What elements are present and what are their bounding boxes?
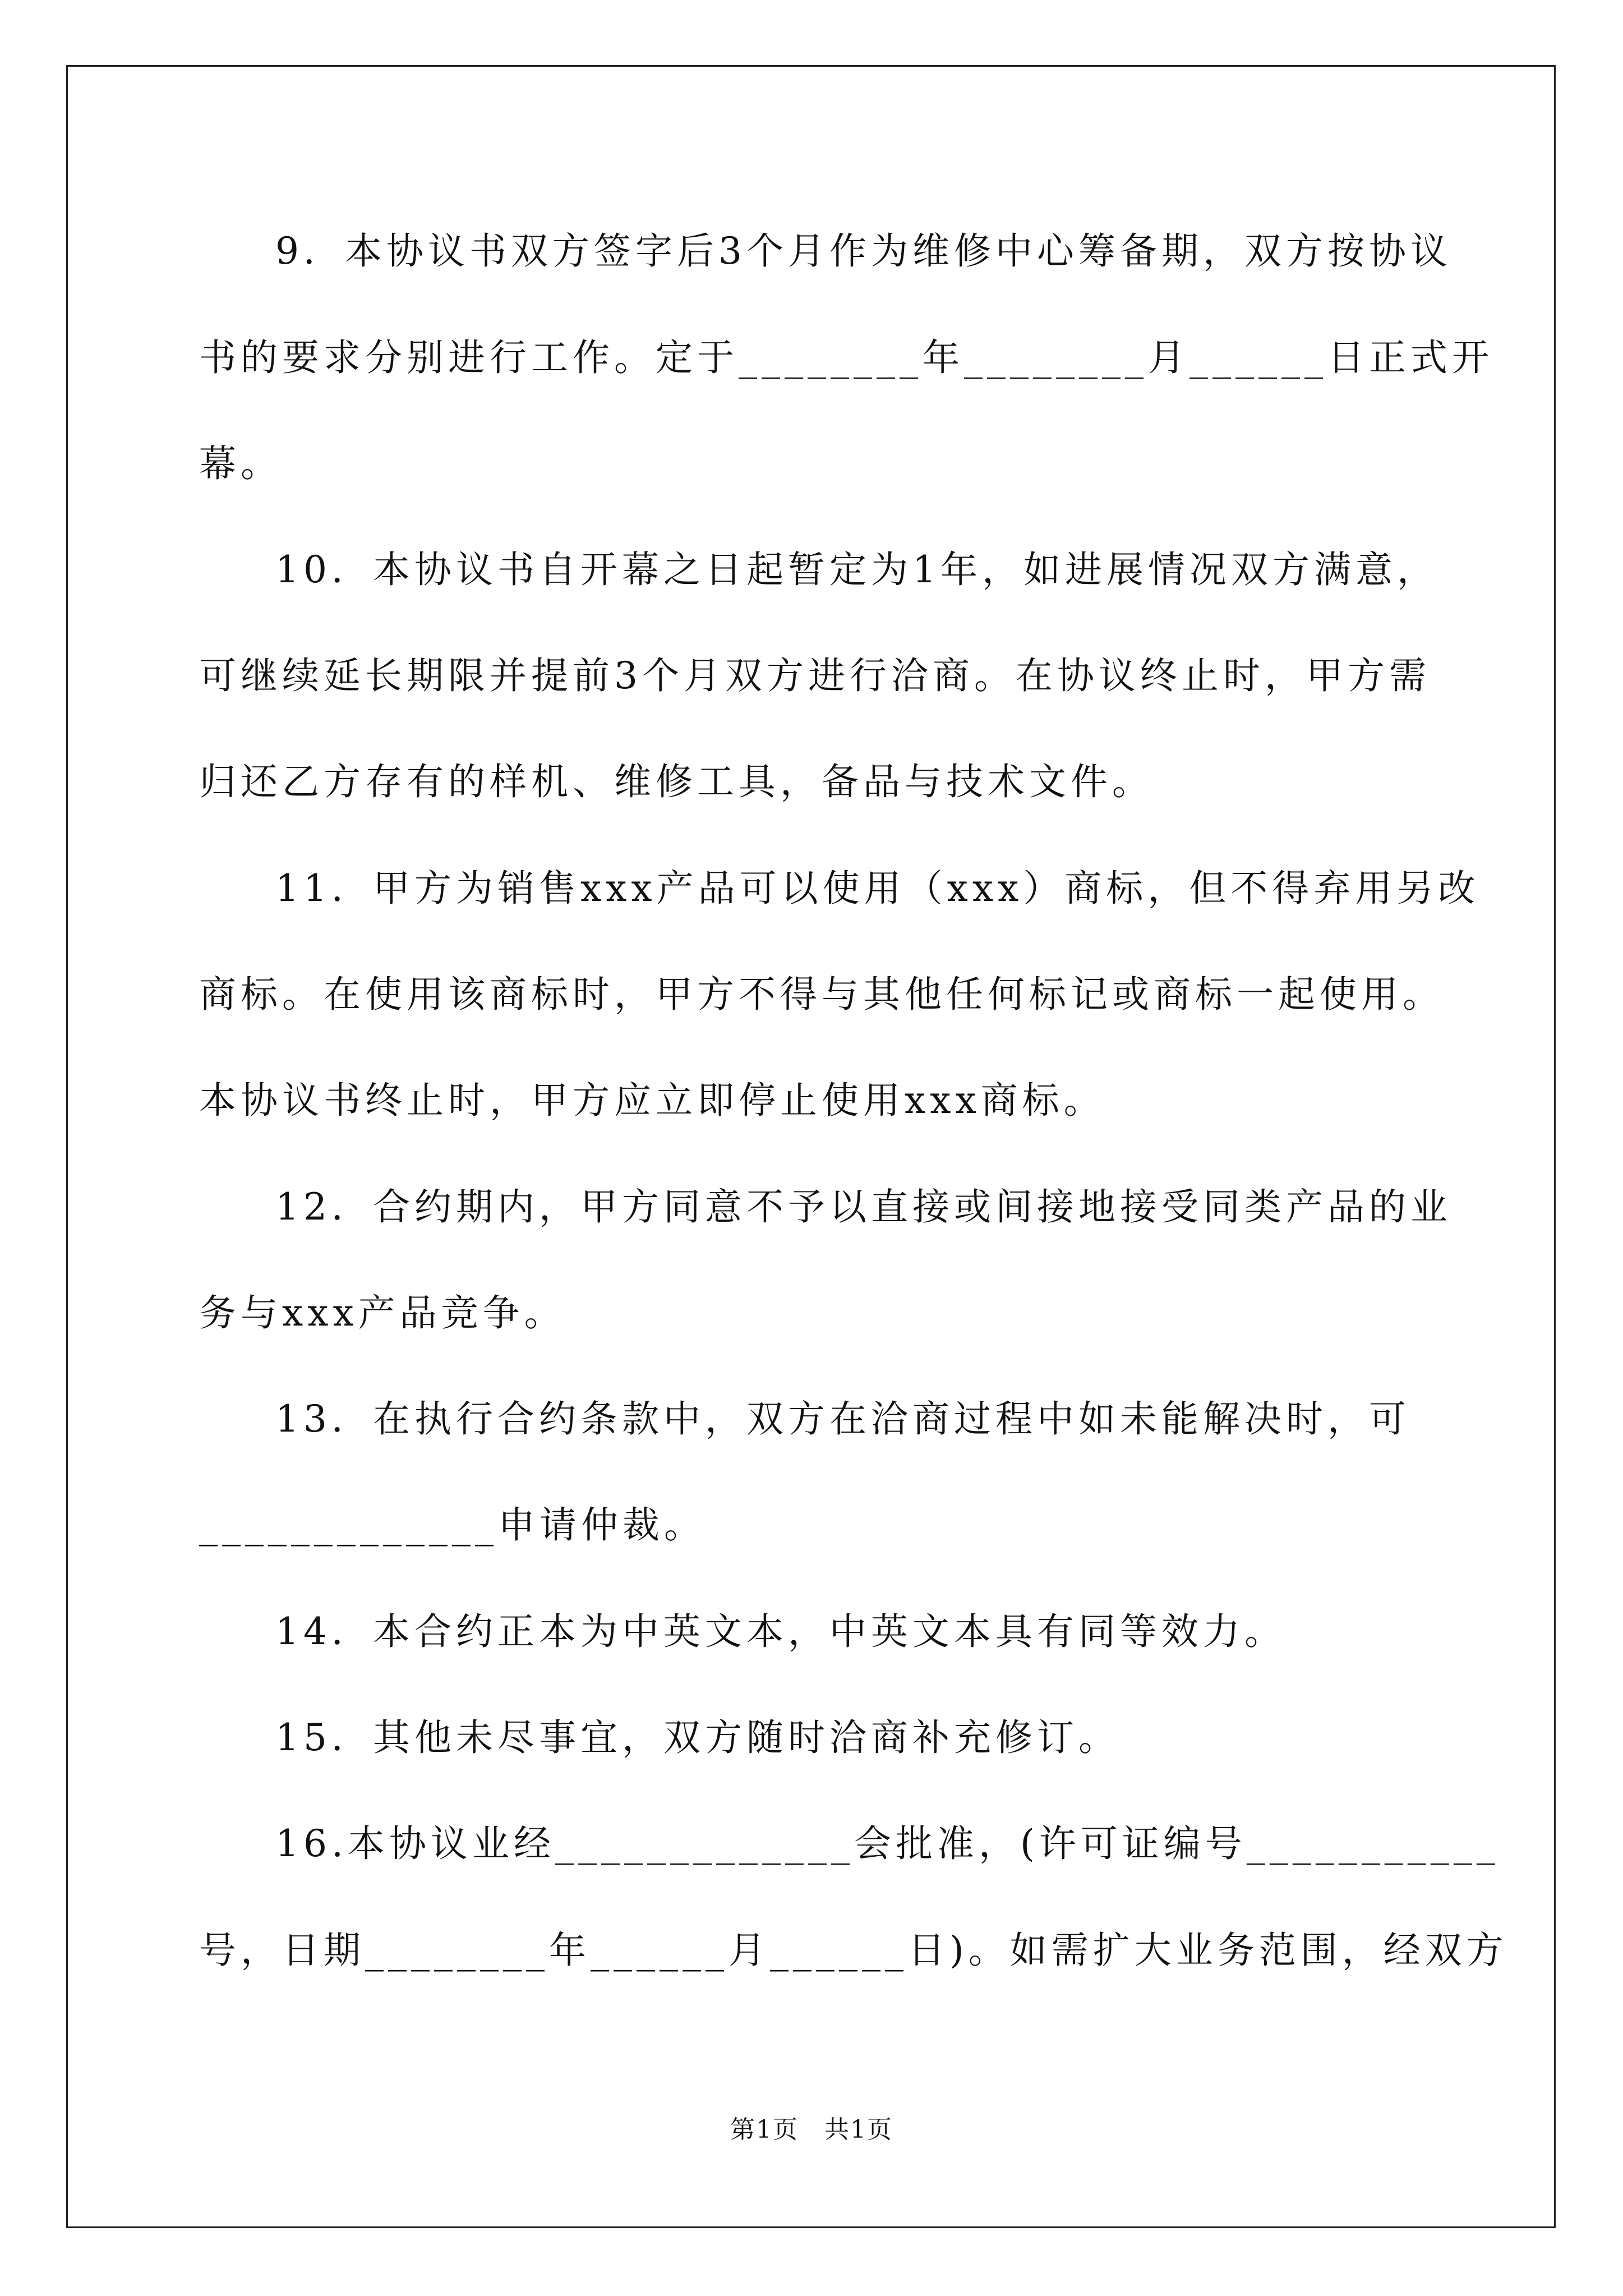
clause-9-line-1: 9．本协议书双方签字后3个月作为维修中心筹备期，双方按协议 [275,229,1452,273]
clause-11-line-1: 11．甲方为销售xxx产品可以使用（xxx）商标，但不得弃用另改 [275,867,1480,910]
clause-9-line-2: 书的要求分别进行工作。定于________年________月______日正式开 [199,336,1493,379]
page-number: 第1页 共1页 [730,2115,893,2144]
clause-13-line-1: 13．在执行合约条款中，双方在洽商过程中如未能解决时，可 [275,1397,1410,1441]
clause-9-line-3: 幕。 [199,442,282,485]
clause-12-line-2: 务与xxx产品竞争。 [199,1291,566,1335]
clause-10-line-1: 10．本协议书自开幕之日起暂定为1年，如进展情况双方满意， [275,548,1438,591]
page-border [66,65,1556,2228]
clause-15-line-1: 15．其他未尽事宜，双方随时洽商补充修订。 [275,1716,1120,1759]
clause-13-line-2: _____________申请仲裁。 [199,1503,706,1547]
clause-16-line-2: 号，日期________年______月______日)。如需扩大业务范围，经双方 [199,1929,1508,1972]
clause-11-line-2: 商标。在使用该商标时，甲方不得与其他任何标记或商标一起使用。 [199,973,1444,1016]
clause-12-line-1: 12．合约期内，甲方同意不予以直接或间接地接受同类产品的业 [275,1185,1452,1228]
clause-14-line-1: 14．本合约正本为中英文本，中英文本具有同等效力。 [275,1610,1286,1653]
clause-11-line-3: 本协议书终止时，甲方应立即停止使用xxx商标。 [199,1079,1105,1122]
clause-10-line-3: 归还乙方存有的样机、维修工具，备品与技术文件。 [199,760,1154,803]
clause-16-line-1: 16.本协议业经_____________会批准，(许可证编号___________ [275,1822,1500,1865]
clause-10-line-2: 可继续延长期限并提前3个月双方进行洽商。在协议终止时，甲方需 [199,654,1431,697]
